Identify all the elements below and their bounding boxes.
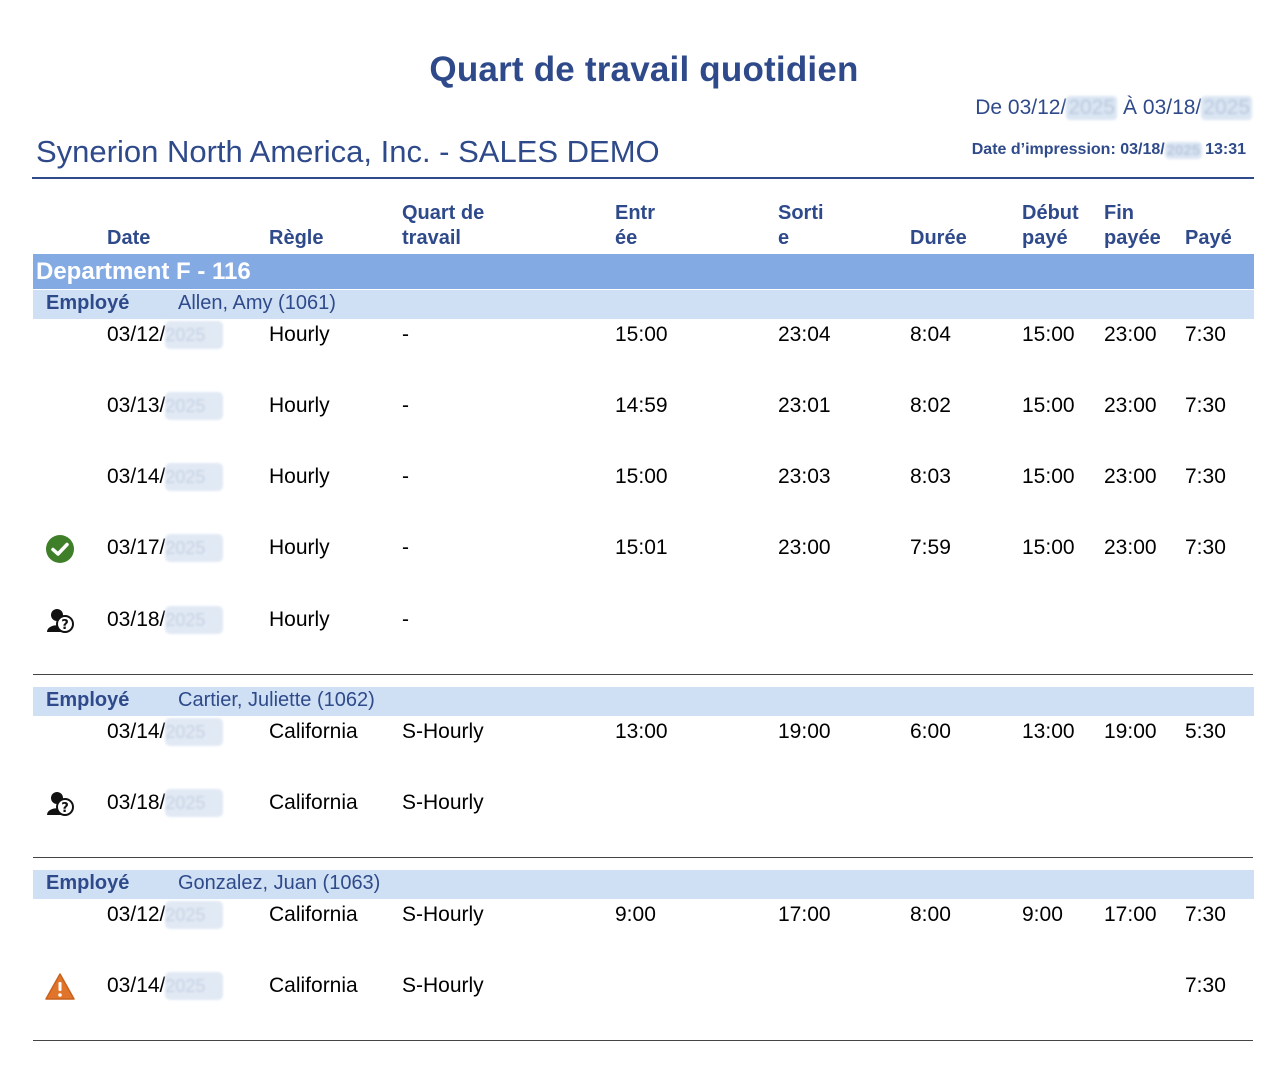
paid-start-cell: 15:00 — [1022, 394, 1075, 417]
shift-cell: - — [402, 608, 409, 631]
shift-cell: S-Hourly — [402, 720, 484, 743]
date-cell — [107, 320, 223, 350]
print-date-label: Date d’impression: 03/18/ — [971, 141, 1165, 158]
company-name: Synerion North America, Inc. - SALES DEMO — [36, 134, 660, 169]
svg-text:?: ? — [61, 618, 69, 633]
paid-start-cell: 15:00 — [1022, 536, 1075, 559]
employee-label: Employé — [46, 872, 130, 894]
employee-header — [33, 687, 1254, 716]
employee-label: Employé — [46, 292, 130, 314]
duration-cell: 8:04 — [910, 323, 951, 346]
date-text: 03/14/ — [107, 720, 166, 743]
rule-cell: Hourly — [269, 323, 330, 346]
col-header-in-line2: ée — [615, 227, 638, 249]
shift-cell: - — [402, 394, 409, 417]
col-header-paid-end-line1: Fin — [1104, 202, 1134, 224]
col-header-paid-end — [1104, 201, 1161, 251]
date-text: 03/18/ — [107, 791, 166, 814]
col-header-out-line1: Sorti — [778, 202, 824, 224]
date-cell — [107, 533, 223, 563]
year-masked: 2025 — [165, 534, 223, 562]
out-cell: 17:00 — [778, 903, 831, 926]
employee-header — [33, 290, 1254, 319]
paid-end-cell: 17:00 — [1104, 903, 1157, 926]
out-cell: 19:00 — [778, 720, 831, 743]
range-to-label: À 03/18/ — [1123, 96, 1202, 119]
employee-name: Gonzalez, Juan (1063) — [178, 872, 381, 894]
duration-cell: 8:00 — [910, 903, 951, 926]
date-cell — [107, 788, 223, 818]
table-row — [0, 717, 1288, 751]
col-header-paid-start-line2: payé — [1022, 227, 1068, 249]
date-cell — [107, 605, 223, 635]
paid-start-cell: 15:00 — [1022, 323, 1075, 346]
paid-end-cell: 23:00 — [1104, 394, 1157, 417]
warning-triangle-icon[interactable] — [44, 971, 76, 1003]
rule-cell: Hourly — [269, 608, 330, 631]
date-text: 03/18/ — [107, 608, 166, 631]
shift-cell: - — [402, 465, 409, 488]
col-header-rule: Règle — [269, 227, 324, 249]
date-text: 03/14/ — [107, 974, 166, 997]
date-text: 03/14/ — [107, 465, 166, 488]
employee-header — [33, 870, 1254, 899]
rule-cell: California — [269, 720, 358, 743]
paid-cell: 7:30 — [1185, 323, 1226, 346]
absent-question-icon[interactable] — [44, 605, 76, 637]
year-masked: 2025 — [165, 972, 223, 1000]
year-masked: 2025 — [165, 789, 223, 817]
employee-name: Cartier, Juliette (1062) — [178, 689, 375, 711]
absent-question-icon[interactable] — [44, 788, 76, 820]
paid-cell: 7:30 — [1185, 465, 1226, 488]
col-header-in — [615, 201, 655, 251]
year-masked: 2025 — [165, 392, 223, 420]
rule-cell: California — [269, 974, 358, 997]
print-time: 13:31 — [1205, 141, 1246, 158]
out-cell: 23:00 — [778, 536, 831, 559]
employee-divider — [33, 674, 1253, 675]
range-from-label: De 03/12/ — [975, 96, 1067, 119]
col-header-out — [778, 201, 824, 251]
print-year-masked: 2025 — [1166, 141, 1201, 159]
date-cell — [107, 391, 223, 421]
col-header-shift-line1: Quart de — [402, 202, 485, 224]
col-header-out-line2: e — [778, 227, 790, 249]
table-row — [0, 605, 1288, 639]
table-row — [0, 533, 1288, 567]
duration-cell: 8:03 — [910, 465, 951, 488]
date-text: 03/12/ — [107, 903, 166, 926]
paid-end-cell: 23:00 — [1104, 323, 1157, 346]
check-circle-icon[interactable] — [44, 533, 76, 565]
paid-end-cell: 23:00 — [1104, 536, 1157, 559]
shift-cell: - — [402, 323, 409, 346]
svg-text:?: ? — [61, 801, 69, 816]
in-cell: 15:00 — [615, 323, 668, 346]
col-header-shift-line2: travail — [402, 227, 461, 249]
shift-cell: S-Hourly — [402, 791, 484, 814]
in-cell: 13:00 — [615, 720, 668, 743]
date-cell — [107, 717, 223, 747]
date-range — [975, 96, 1252, 120]
duration-cell: 7:59 — [910, 536, 951, 559]
paid-cell: 7:30 — [1185, 903, 1226, 926]
employee-name: Allen, Amy (1061) — [178, 292, 336, 314]
table-row — [0, 788, 1288, 822]
in-cell: 15:00 — [615, 465, 668, 488]
employee-divider — [33, 1040, 1253, 1041]
employee-label: Employé — [46, 689, 130, 711]
year-masked: 2025 — [165, 901, 223, 929]
in-cell: 15:01 — [615, 536, 668, 559]
date-text: 03/13/ — [107, 394, 166, 417]
print-date — [972, 141, 1246, 159]
rule-cell: California — [269, 903, 358, 926]
year-masked: 2025 — [165, 606, 223, 634]
out-cell: 23:04 — [778, 323, 831, 346]
table-row — [0, 391, 1288, 425]
table-row — [0, 320, 1288, 354]
date-text: 03/12/ — [107, 323, 166, 346]
col-header-paid: Payé — [1185, 227, 1232, 249]
rule-cell: Hourly — [269, 465, 330, 488]
table-row — [0, 900, 1288, 934]
rule-cell: California — [269, 791, 358, 814]
col-header-paid-start-line1: Début — [1022, 202, 1079, 224]
in-cell: 9:00 — [615, 903, 656, 926]
year-masked: 2025 — [165, 718, 223, 746]
paid-start-cell: 15:00 — [1022, 465, 1075, 488]
report-title: Quart de travail quotidien — [429, 50, 859, 89]
header-divider — [32, 177, 1254, 179]
year-masked: 2025 — [165, 321, 223, 349]
range-to-year-masked: 2025 — [1203, 96, 1250, 119]
paid-start-cell: 9:00 — [1022, 903, 1063, 926]
paid-cell: 5:30 — [1185, 720, 1226, 743]
paid-cell: 7:30 — [1185, 394, 1226, 417]
shift-cell: - — [402, 536, 409, 559]
in-cell: 14:59 — [615, 394, 668, 417]
paid-start-cell: 13:00 — [1022, 720, 1075, 743]
table-row — [0, 462, 1288, 496]
paid-cell: 7:30 — [1185, 974, 1226, 997]
out-cell: 23:01 — [778, 394, 831, 417]
rule-cell: Hourly — [269, 536, 330, 559]
range-from-year-masked: 2025 — [1068, 96, 1116, 119]
shift-cell: S-Hourly — [402, 974, 484, 997]
rule-cell: Hourly — [269, 394, 330, 417]
col-header-in-line1: Entr — [615, 202, 655, 224]
shift-cell: S-Hourly — [402, 903, 484, 926]
col-header-date: Date — [107, 227, 151, 249]
table-row — [0, 971, 1288, 1005]
duration-cell: 6:00 — [910, 720, 951, 743]
paid-end-cell: 19:00 — [1104, 720, 1157, 743]
year-masked: 2025 — [165, 463, 223, 491]
paid-cell: 7:30 — [1185, 536, 1226, 559]
employee-divider — [33, 857, 1253, 858]
date-cell — [107, 900, 223, 930]
department-header: Department F - 116 — [33, 254, 1254, 289]
date-text: 03/17/ — [107, 536, 166, 559]
col-header-shift — [402, 201, 484, 251]
col-header-duration: Durée — [910, 227, 967, 249]
col-header-paid-end-line2: payée — [1104, 227, 1161, 249]
out-cell: 23:03 — [778, 465, 831, 488]
paid-end-cell: 23:00 — [1104, 465, 1157, 488]
duration-cell: 8:02 — [910, 394, 951, 417]
date-cell — [107, 971, 223, 1001]
col-header-paid-start — [1022, 201, 1079, 251]
date-cell — [107, 462, 223, 492]
